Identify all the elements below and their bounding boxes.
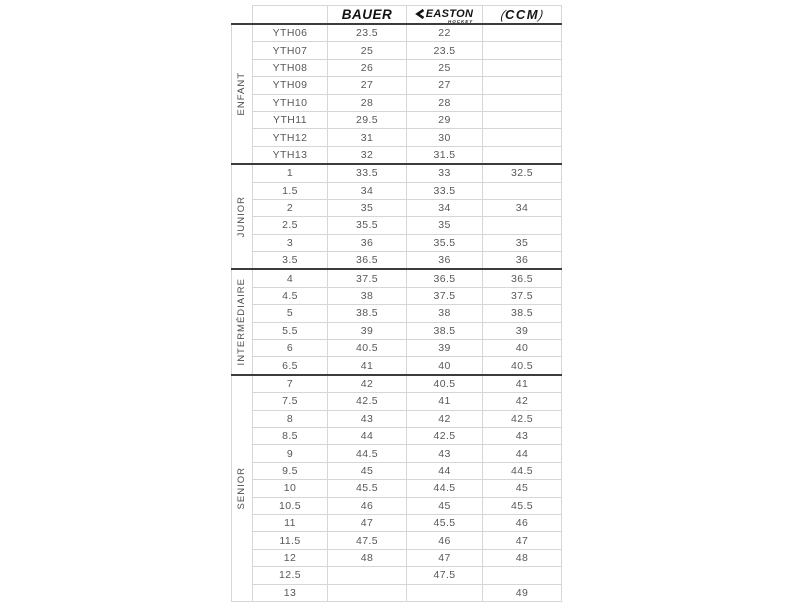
table-row [232, 549, 562, 566]
size-cell: YTH06 [253, 24, 328, 42]
easton-value-cell: 36.5 [407, 269, 483, 287]
easton-value-cell: 47.5 [407, 567, 483, 584]
ccm-value-cell [483, 24, 562, 42]
bauer-value-cell: 42 [328, 375, 407, 393]
table-row [232, 445, 562, 462]
bauer-value-cell: 44.5 [328, 445, 407, 462]
ccm-value-cell [483, 77, 562, 94]
ccm-value-cell: 46 [483, 514, 562, 531]
size-cell: YTH11 [253, 111, 328, 128]
easton-value-cell: 37.5 [407, 287, 483, 304]
easton-value-cell: 33 [407, 164, 483, 182]
easton-value-cell: 41 [407, 393, 483, 410]
easton-value-cell: 36 [407, 252, 483, 270]
size-cell: 13 [253, 584, 328, 601]
bauer-value-cell: 45 [328, 462, 407, 479]
bauer-value-cell: 32 [328, 146, 407, 164]
ccm-value-cell [483, 567, 562, 584]
bauer-value-cell: 37.5 [328, 269, 407, 287]
ccm-value-cell: 36 [483, 252, 562, 270]
bauer-value-cell: 35.5 [328, 217, 407, 234]
easton-value-cell: 34 [407, 199, 483, 216]
bauer-value-cell: 34 [328, 182, 407, 199]
group-label-senior: SENIOR [236, 467, 248, 510]
size-cell: 8.5 [253, 427, 328, 444]
size-cell: 7.5 [253, 393, 328, 410]
group-label-intermediaire: INTERMÉDIAIRE [236, 278, 248, 366]
ccm-value-cell [483, 146, 562, 164]
size-table-body [232, 6, 562, 602]
table-row [232, 129, 562, 146]
easton-value-cell: 45 [407, 497, 483, 514]
easton-value-cell: 44.5 [407, 480, 483, 497]
easton-value-cell: 35.5 [407, 234, 483, 251]
ccm-value-cell: 47 [483, 532, 562, 549]
easton-value-cell: 25 [407, 59, 483, 76]
size-cell: YTH07 [253, 42, 328, 59]
size-cell: 6.5 [253, 357, 328, 375]
easton-value-cell: 42.5 [407, 427, 483, 444]
easton-value-cell [407, 584, 483, 601]
ccm-value-cell: 40 [483, 340, 562, 357]
ccm-value-cell: 48 [483, 549, 562, 566]
size-cell: 2 [253, 199, 328, 216]
table-row [232, 77, 562, 94]
size-cell: 12 [253, 549, 328, 566]
size-cell: YTH12 [253, 129, 328, 146]
bauer-value-cell: 44 [328, 427, 407, 444]
easton-value-cell: 38.5 [407, 322, 483, 339]
size-cell: YTH08 [253, 59, 328, 76]
ccm-value-cell: 36.5 [483, 269, 562, 287]
table-row [232, 393, 562, 410]
bauer-value-cell: 27 [328, 77, 407, 94]
ccm-value-cell: 43 [483, 427, 562, 444]
bauer-value-cell: 33.5 [328, 164, 407, 182]
table-row [232, 164, 562, 182]
easton-value-cell: 27 [407, 77, 483, 94]
ccm-value-cell: 37.5 [483, 287, 562, 304]
size-cell: 4.5 [253, 287, 328, 304]
table-row [232, 287, 562, 304]
table-row [232, 94, 562, 111]
size-cell: 5.5 [253, 322, 328, 339]
group-label-cell-enfant [232, 24, 253, 164]
easton-logo-subtext: HOCKEY [447, 18, 474, 24]
easton-value-cell: 45.5 [407, 514, 483, 531]
ccm-value-cell: 44 [483, 445, 562, 462]
easton-value-cell: 31.5 [407, 146, 483, 164]
size-cell: 3 [253, 234, 328, 251]
ccm-header-cell [483, 6, 562, 25]
bauer-value-cell: 41 [328, 357, 407, 375]
table-row [232, 514, 562, 531]
table-row [232, 269, 562, 287]
ccm-swoosh-right: ) [537, 7, 545, 22]
size-cell: 1 [253, 164, 328, 182]
table-row [232, 111, 562, 128]
table-row [232, 234, 562, 251]
ccm-value-cell [483, 129, 562, 146]
table-row [232, 497, 562, 514]
size-cell: 9.5 [253, 462, 328, 479]
ccm-value-cell [483, 94, 562, 111]
easton-value-cell: 23.5 [407, 42, 483, 59]
easton-value-cell: 39 [407, 340, 483, 357]
table-row [232, 375, 562, 393]
easton-chevron-icon [416, 9, 424, 19]
size-cell: YTH10 [253, 94, 328, 111]
ccm-value-cell: 45 [483, 480, 562, 497]
bauer-value-cell: 47 [328, 514, 407, 531]
group-label-cell-senior [232, 375, 253, 602]
table-row [232, 217, 562, 234]
table-row [232, 340, 562, 357]
group-label-enfant: ENFANT [236, 72, 248, 116]
size-cell: 5 [253, 305, 328, 322]
ccm-logo [501, 7, 543, 22]
bauer-header-cell [328, 6, 407, 25]
bauer-value-cell: 43 [328, 410, 407, 427]
ccm-value-cell [483, 42, 562, 59]
easton-value-cell: 40.5 [407, 375, 483, 393]
ccm-logo-text: CCM [504, 7, 540, 22]
size-cell: 11 [253, 514, 328, 531]
bauer-value-cell [328, 567, 407, 584]
easton-value-cell: 33.5 [407, 182, 483, 199]
ccm-value-cell: 34 [483, 199, 562, 216]
bauer-value-cell: 45.5 [328, 480, 407, 497]
bauer-value-cell: 28 [328, 94, 407, 111]
easton-value-cell: 44 [407, 462, 483, 479]
table-row [232, 462, 562, 479]
size-cell: 11.5 [253, 532, 328, 549]
easton-value-cell: 43 [407, 445, 483, 462]
ccm-value-cell: 38.5 [483, 305, 562, 322]
group-label-cell-intermediaire [232, 269, 253, 374]
table-row [232, 480, 562, 497]
ccm-value-cell: 35 [483, 234, 562, 251]
ccm-value-cell [483, 59, 562, 76]
size-cell: 1.5 [253, 182, 328, 199]
bauer-value-cell: 31 [328, 129, 407, 146]
easton-value-cell: 30 [407, 129, 483, 146]
bauer-value-cell: 42.5 [328, 393, 407, 410]
bauer-value-cell: 23.5 [328, 24, 407, 42]
bauer-value-cell: 36 [328, 234, 407, 251]
easton-header-cell [407, 6, 483, 25]
table-row [232, 42, 562, 59]
easton-value-cell: 38 [407, 305, 483, 322]
easton-value-cell: 40 [407, 357, 483, 375]
size-column-header [253, 6, 328, 25]
easton-value-cell: 28 [407, 94, 483, 111]
table-row [232, 59, 562, 76]
bauer-value-cell: 40.5 [328, 340, 407, 357]
bauer-value-cell: 26 [328, 59, 407, 76]
size-cell: 9 [253, 445, 328, 462]
bauer-value-cell: 38 [328, 287, 407, 304]
size-cell: 12.5 [253, 567, 328, 584]
table-row [232, 357, 562, 375]
size-cell: YTH09 [253, 77, 328, 94]
table-row [232, 182, 562, 199]
size-cell: 10 [253, 480, 328, 497]
table-row [232, 410, 562, 427]
bauer-value-cell: 47.5 [328, 532, 407, 549]
ccm-value-cell [483, 182, 562, 199]
bauer-value-cell: 29.5 [328, 111, 407, 128]
bauer-value-cell: 25 [328, 42, 407, 59]
size-cell: 6 [253, 340, 328, 357]
easton-value-cell: 35 [407, 217, 483, 234]
size-cell: YTH13 [253, 146, 328, 164]
easton-logo [416, 8, 473, 22]
easton-value-cell: 29 [407, 111, 483, 128]
ccm-value-cell: 40.5 [483, 357, 562, 375]
bauer-value-cell: 48 [328, 549, 407, 566]
easton-value-cell: 46 [407, 532, 483, 549]
bauer-value-cell: 36.5 [328, 252, 407, 270]
table-row [232, 322, 562, 339]
ccm-value-cell: 39 [483, 322, 562, 339]
ccm-value-cell: 45.5 [483, 497, 562, 514]
ccm-value-cell [483, 217, 562, 234]
ccm-value-cell: 42.5 [483, 410, 562, 427]
table-row [232, 584, 562, 601]
size-table [231, 5, 562, 602]
group-label-junior: JUNIOR [236, 196, 248, 238]
size-cell: 7 [253, 375, 328, 393]
bauer-value-cell: 35 [328, 199, 407, 216]
size-conversion-table [231, 5, 562, 602]
ccm-value-cell [483, 111, 562, 128]
table-row [232, 24, 562, 42]
ccm-value-cell: 42 [483, 393, 562, 410]
bauer-value-cell: 38.5 [328, 305, 407, 322]
easton-logo-text: EASTON [425, 7, 474, 20]
size-cell: 3.5 [253, 252, 328, 270]
table-row [232, 532, 562, 549]
header-row [232, 6, 562, 25]
size-cell: 4 [253, 269, 328, 287]
bauer-logo: BAUER [341, 7, 393, 22]
bauer-value-cell [328, 584, 407, 601]
ccm-value-cell: 41 [483, 375, 562, 393]
easton-value-cell: 22 [407, 24, 483, 42]
ccm-value-cell: 49 [483, 584, 562, 601]
table-row [232, 146, 562, 164]
easton-value-cell: 47 [407, 549, 483, 566]
size-cell: 10.5 [253, 497, 328, 514]
easton-value-cell: 42 [407, 410, 483, 427]
table-row [232, 305, 562, 322]
group-label-cell-junior [232, 164, 253, 269]
table-row [232, 199, 562, 216]
ccm-value-cell: 44.5 [483, 462, 562, 479]
ccm-value-cell: 32.5 [483, 164, 562, 182]
table-row [232, 567, 562, 584]
bauer-value-cell: 46 [328, 497, 407, 514]
ccm-swoosh-left: ( [499, 7, 507, 22]
size-cell: 2.5 [253, 217, 328, 234]
table-row [232, 252, 562, 270]
corner-cell [232, 6, 253, 25]
bauer-value-cell: 39 [328, 322, 407, 339]
table-row [232, 427, 562, 444]
size-cell: 8 [253, 410, 328, 427]
